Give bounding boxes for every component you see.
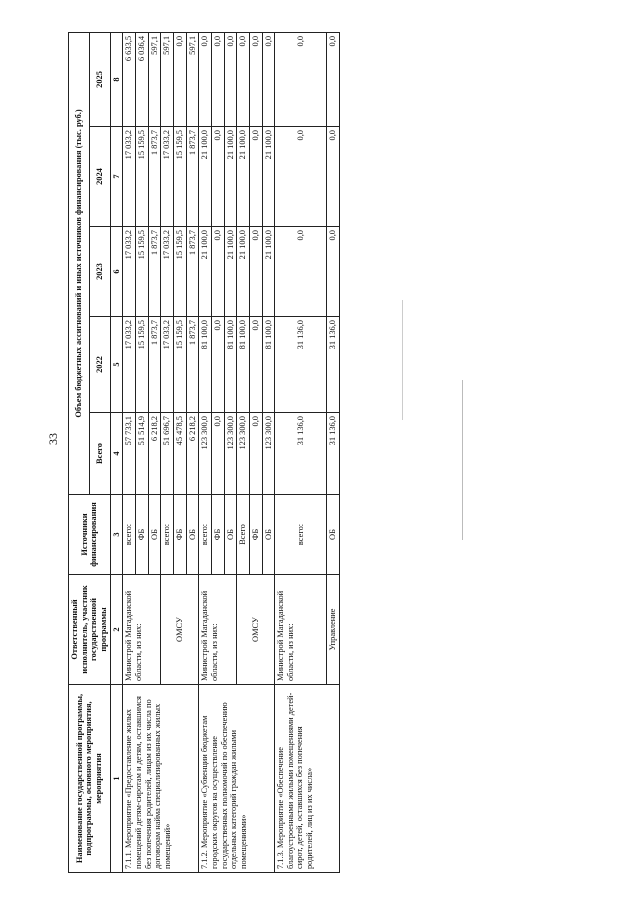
index-row — [110, 32, 123, 872]
value-cell: 17 033,2 — [123, 127, 136, 227]
value-cell: 1 873,7 — [186, 127, 199, 227]
source-cell: всего: — [161, 495, 174, 575]
value-cell: 21 100,0 — [237, 227, 250, 317]
value-cell: 17 033,2 — [123, 317, 136, 413]
value-cell: 51 696,7 — [161, 413, 174, 495]
executor-cell: Управление — [327, 575, 340, 685]
source-cell: всего: — [123, 495, 136, 575]
header-2024: 2024 — [89, 127, 110, 227]
value-cell: 21 100,0 — [262, 127, 275, 227]
value-cell: 21 100,0 — [224, 227, 237, 317]
index-cell: 2 — [110, 575, 123, 685]
scan-mark — [402, 300, 403, 420]
value-cell: 57 733,1 — [123, 413, 136, 495]
value-cell: 0,0 — [249, 413, 262, 495]
value-cell: 0,0 — [199, 32, 212, 126]
index-cell: 3 — [110, 495, 123, 575]
value-cell: 17 033,2 — [123, 227, 136, 317]
value-cell: 15 159,5 — [173, 127, 186, 227]
value-cell: 81 100,0 — [262, 317, 275, 413]
value-cell: 15 159,5 — [135, 227, 148, 317]
value-cell: 31 136,0 — [275, 317, 327, 413]
value-cell: 17 033,2 — [161, 227, 174, 317]
header-name: Наименование государственной программы, подпрограммы, основного мероприятия, мероприятия — [69, 685, 111, 873]
index-cell: 4 — [110, 413, 123, 495]
value-cell: 15 159,5 — [173, 227, 186, 317]
value-cell: 597,1 — [186, 32, 199, 126]
value-cell: 0,0 — [249, 227, 262, 317]
source-cell: ОБ — [262, 495, 275, 575]
value-cell: 0,0 — [327, 32, 340, 126]
value-cell: 597,1 — [148, 32, 161, 126]
value-cell: 0,0 — [224, 32, 237, 126]
header-volume: Объем бюджетных ассигнований и иных источников финансирования (тыс. руб.) — [69, 32, 90, 494]
index-cell: 6 — [110, 227, 123, 317]
executor-cell: ОМСУ — [161, 575, 199, 685]
header-2022: 2022 — [89, 317, 110, 413]
value-cell: 6 218,2 — [148, 413, 161, 495]
value-cell: 0,0 — [249, 317, 262, 413]
header-2023: 2023 — [89, 227, 110, 317]
value-cell: 0,0 — [249, 32, 262, 126]
value-cell: 0,0 — [275, 32, 327, 126]
source-cell: ФБ — [135, 495, 148, 575]
value-cell: 0,0 — [249, 127, 262, 227]
value-cell: 1 873,7 — [148, 227, 161, 317]
source-cell: всего: — [199, 495, 212, 575]
activity-name: 7.1.2. Мероприятие «Субвенции бюджетам городских округов на осуществление государственных полномочий по обеспечению отдельных категорий граждан жилыми помещениями» — [199, 685, 275, 873]
source-cell: ОБ — [186, 495, 199, 575]
page-number: 33 — [46, 433, 60, 445]
source-cell: ОБ — [327, 495, 340, 575]
header-2025: 2025 — [89, 32, 110, 126]
value-cell: 31 136,0 — [327, 317, 340, 413]
value-cell: 1 873,7 — [186, 227, 199, 317]
value-cell: 0,0 — [275, 227, 327, 317]
value-cell: 15 159,5 — [173, 317, 186, 413]
value-cell: 45 478,5 — [173, 413, 186, 495]
value-cell: 81 100,0 — [224, 317, 237, 413]
table-row — [199, 32, 212, 872]
value-cell: 0,0 — [237, 32, 250, 126]
value-cell: 21 100,0 — [224, 127, 237, 227]
value-cell: 21 100,0 — [262, 227, 275, 317]
value-cell: 81 100,0 — [199, 317, 212, 413]
value-cell: 0,0 — [173, 32, 186, 126]
table-row — [275, 32, 327, 872]
index-cell: 1 — [110, 685, 123, 873]
index-cell: 5 — [110, 317, 123, 413]
activity-name: 7.1.3. Мероприятие «Обеспечение благоустроенными жилыми помещениями детей-сирот, детей, оставшихся без попечения родителей, лиц из их числа» — [275, 685, 340, 873]
scan-mark — [462, 380, 463, 540]
value-cell: 1 873,7 — [186, 317, 199, 413]
activity-name: 7.1.1. Мероприятие «Предоставление жилых помещений детям-сиротам и детям, оставшимся без попечения родителей, лицам из их числа по договорам найма специализированных жилых помещений» — [123, 685, 199, 873]
value-cell: 0,0 — [211, 317, 224, 413]
value-cell: 81 100,0 — [237, 317, 250, 413]
executor-cell: ОМСУ — [237, 575, 275, 685]
executor-cell: Министрой Магаданской области, из них: — [275, 575, 327, 685]
value-cell: 0,0 — [211, 32, 224, 126]
value-cell: 15 159,5 — [135, 317, 148, 413]
value-cell: 123 300,0 — [199, 413, 212, 495]
source-cell: ОБ — [148, 495, 161, 575]
value-cell: 17 033,2 — [161, 317, 174, 413]
header-total: Всего — [89, 413, 110, 495]
rotated-table-wrapper — [68, 33, 340, 873]
source-cell: Всего — [237, 495, 250, 575]
value-cell: 21 100,0 — [199, 127, 212, 227]
source-cell: ОБ — [224, 495, 237, 575]
value-cell: 6 633,5 — [123, 32, 136, 126]
value-cell: 0,0 — [211, 127, 224, 227]
value-cell: 21 100,0 — [237, 127, 250, 227]
financing-table — [68, 32, 340, 873]
executor-cell: Министрой Магаданской области, из них: — [123, 575, 161, 685]
value-cell: 0,0 — [262, 32, 275, 126]
value-cell: 0,0 — [327, 127, 340, 227]
value-cell: 0,0 — [211, 413, 224, 495]
source-cell: всего: — [275, 495, 327, 575]
value-cell: 1 873,7 — [148, 127, 161, 227]
value-cell: 597,1 — [161, 32, 174, 126]
table-row — [123, 32, 136, 872]
value-cell: 1 873,7 — [148, 317, 161, 413]
value-cell: 0,0 — [327, 227, 340, 317]
value-cell: 6 218,2 — [186, 413, 199, 495]
index-cell: 7 — [110, 127, 123, 227]
value-cell: 51 514,9 — [135, 413, 148, 495]
executor-cell: Министрой Магаданской области, из них: — [199, 575, 237, 685]
value-cell: 0,0 — [275, 127, 327, 227]
source-cell: ФБ — [211, 495, 224, 575]
value-cell: 17 033,2 — [161, 127, 174, 227]
value-cell: 31 136,0 — [275, 413, 327, 495]
source-cell: ФБ — [249, 495, 262, 575]
value-cell: 31 136,0 — [327, 413, 340, 495]
index-cell: 8 — [110, 32, 123, 126]
header-executor: Ответственный исполнитель, участник государственной программы — [69, 575, 111, 685]
source-cell: ФБ — [173, 495, 186, 575]
value-cell: 0,0 — [211, 227, 224, 317]
value-cell: 15 159,5 — [135, 127, 148, 227]
value-cell: 123 300,0 — [262, 413, 275, 495]
value-cell: 123 300,0 — [237, 413, 250, 495]
value-cell: 21 100,0 — [199, 227, 212, 317]
header-source: Источники финансирования — [69, 495, 111, 575]
value-cell: 123 300,0 — [224, 413, 237, 495]
value-cell: 6 036,4 — [135, 32, 148, 126]
